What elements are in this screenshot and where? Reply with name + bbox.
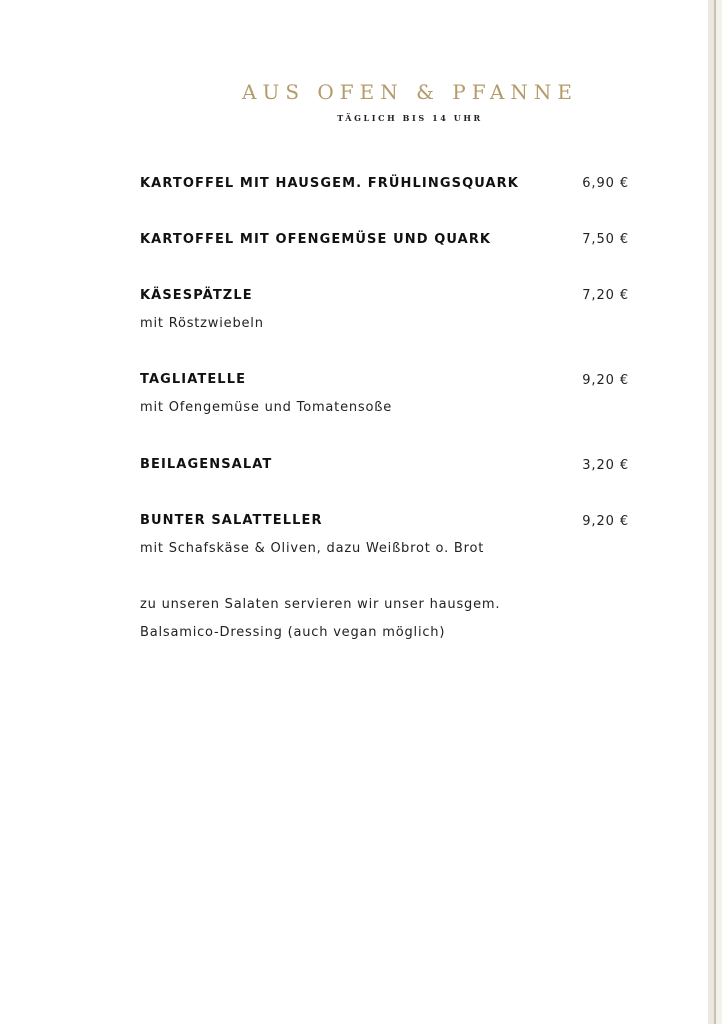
salad-note-line-1: zu unseren Salaten servieren wir unser hausgem.: [140, 597, 501, 612]
menu-item-price: 3,20 €: [582, 458, 629, 473]
page-edge-border: [708, 0, 722, 1024]
page-subtitle: TÄGLICH BIS 14 UHR: [337, 113, 483, 123]
menu-item-price: 9,20 €: [582, 373, 629, 388]
menu-item-name: TAGLIATELLE: [140, 372, 247, 387]
menu-item-description: mit Röstzwiebeln: [140, 316, 264, 331]
menu-item-price: 7,50 €: [582, 232, 629, 247]
salad-note-line-2: Balsamico-Dressing (auch vegan möglich): [140, 625, 446, 640]
menu-item-description: mit Ofengemüse und Tomatensoße: [140, 400, 393, 415]
menu-item-name: KARTOFFEL MIT OFENGEMÜSE UND QUARK: [140, 232, 492, 247]
menu-item-name: BUNTER SALATTELLER: [140, 513, 323, 528]
menu-item-description: mit Schafskäse & Oliven, dazu Weißbrot o. Brot: [140, 541, 485, 556]
menu-item-price: 9,20 €: [582, 514, 629, 529]
menu-item-price: 6,90 €: [582, 176, 629, 191]
menu-item-name: KÄSESPÄTZLE: [140, 288, 253, 303]
menu-item-name: KARTOFFEL MIT HAUSGEM. FRÜHLINGSQUARK: [140, 176, 519, 191]
menu-item-name: BEILAGENSALAT: [140, 457, 273, 472]
menu-item-price: 7,20 €: [582, 288, 629, 303]
page-title: AUS OFEN & PFANNE: [242, 80, 578, 104]
